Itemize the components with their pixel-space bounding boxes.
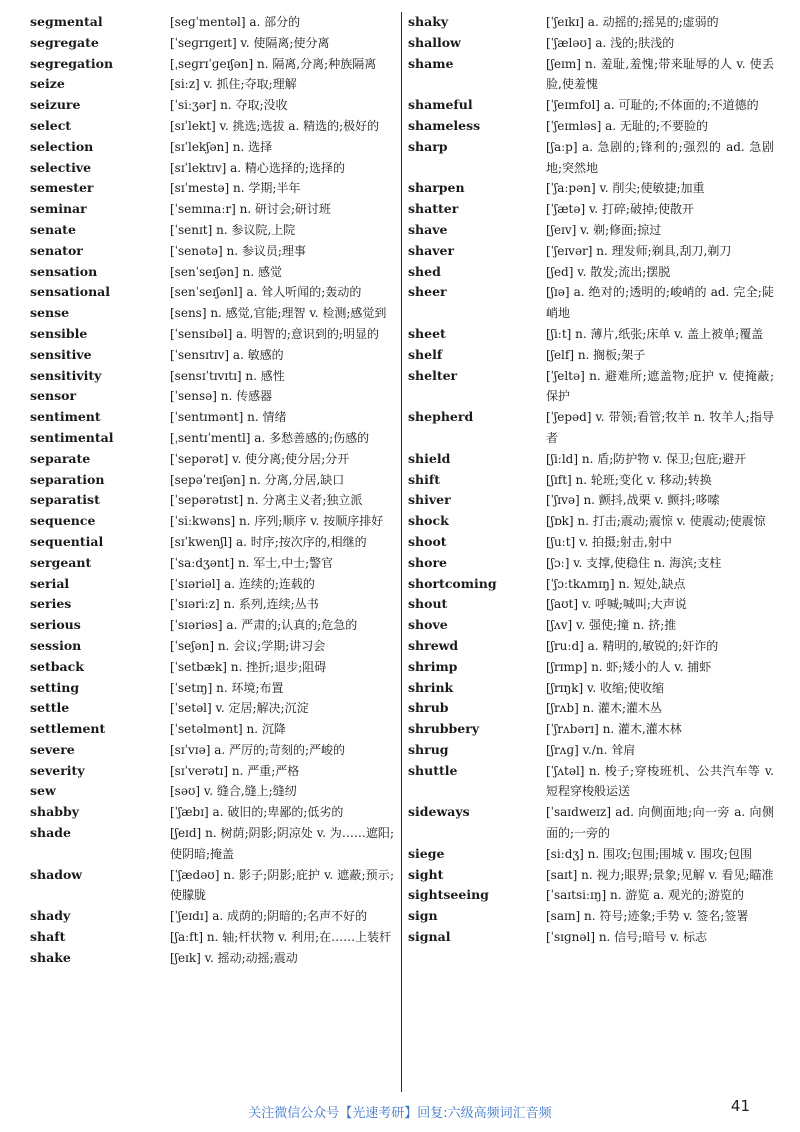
vocab-entry	[30, 12, 394, 33]
headword: shield	[408, 450, 451, 466]
definition: [ˈsetɪŋ] n. 环境;布置	[170, 680, 284, 695]
definition: [səʊ] v. 缝合,缝上;缝纫	[170, 784, 297, 799]
headword: shrink	[408, 679, 454, 695]
definition: [ˈsɪəriəs] a. 严肃的;认真的;危急的	[170, 618, 358, 633]
definition: [siːz] v. 抓住;夺取;理解	[170, 77, 297, 92]
definition: [ʃiːld] n. 盾;防护物 v. 保卫;包庇;避开	[546, 451, 747, 466]
vocab-entry	[30, 594, 394, 615]
vocab-entry	[30, 781, 394, 802]
definition: [ˈʃeɪvər] n. 理发师;剃具,刮刀,剃刀	[546, 243, 732, 258]
vocab-entry	[30, 802, 394, 823]
definition: [ˈseʃən] n. 会议;学期;讲习会	[170, 638, 326, 653]
vocab-entry	[408, 761, 774, 803]
headword: shadow	[30, 866, 83, 882]
headword: shrug	[408, 741, 449, 757]
headword: shaver	[408, 242, 455, 258]
headword: sign	[408, 908, 438, 924]
headword: sentiment	[30, 409, 101, 425]
vocab-entry	[408, 449, 774, 470]
definition: [sɪˈlekt] v. 挑选;选拔 a. 精选的;极好的	[170, 118, 380, 133]
vocab-entry	[30, 220, 394, 241]
vocab-entry	[30, 428, 394, 449]
vocab-entry	[408, 844, 774, 865]
headword: sergeant	[30, 554, 92, 570]
headword: shabby	[30, 804, 79, 820]
vocab-entry	[408, 199, 774, 220]
vocab-entry	[408, 698, 774, 719]
vocab-entry	[408, 885, 774, 906]
page-number: 41	[730, 1097, 750, 1115]
column-divider	[401, 12, 402, 1092]
vocab-entry	[30, 54, 394, 75]
vocab-entry	[408, 324, 774, 345]
vocab-entry	[408, 802, 774, 844]
definition: [ˈsɪəriːz] n. 系列,连续;丛书	[170, 597, 319, 612]
footer-promo-text[interactable]: 关注微信公众号【光速考研】回复:六级高频词汇音频	[248, 1106, 552, 1121]
vocab-entry	[30, 199, 394, 220]
headword: shoot	[408, 533, 447, 549]
right-column	[408, 12, 774, 948]
headword: shatter	[408, 201, 459, 217]
headword: shameless	[408, 117, 481, 133]
headword: severe	[30, 741, 75, 757]
vocab-entry	[30, 865, 394, 907]
headword: sensitive	[30, 346, 92, 362]
definition: [ˈsenətə] n. 参议员;理事	[170, 243, 306, 258]
vocab-entry	[408, 33, 774, 54]
headword: shade	[30, 825, 71, 841]
vocab-entry	[30, 657, 394, 678]
headword: senator	[30, 242, 83, 258]
definition: [ˈsiːkwəns] n. 序列;顺序 v. 按顺序排好	[170, 514, 384, 529]
definition: [ˈsetbæk] n. 挫折;退步;阻碍	[170, 659, 327, 674]
definition: [ʃeɪm] n. 羞耻,羞愧;带来耻辱的人 v. 使丢脸,使羞愧	[546, 56, 774, 92]
headword: selective	[30, 159, 92, 175]
headword: seize	[30, 76, 65, 92]
vocab-entry	[30, 740, 394, 761]
vocab-entry	[30, 636, 394, 657]
headword: shock	[408, 513, 449, 529]
definition: [ʃelf] n. 搁板;架子	[546, 347, 646, 362]
vocab-entry	[30, 407, 394, 428]
vocab-entry	[408, 511, 774, 532]
vocab-entry	[30, 553, 394, 574]
definition: [ʃed] v. 散发;流出;摆脱	[546, 264, 671, 279]
vocab-entry	[408, 719, 774, 740]
headword: separatist	[30, 492, 100, 508]
headword: serial	[30, 575, 70, 591]
definition: [sens] n. 感觉,官能;理智 v. 检测;感觉到	[170, 306, 387, 321]
vocab-entry	[408, 594, 774, 615]
definition: [ˈsenɪt] n. 参议院,上院	[170, 222, 296, 237]
headword: shaft	[30, 929, 66, 945]
headword: severity	[30, 762, 85, 778]
definition: [ˈsensə] n. 传感器	[170, 389, 273, 404]
vocab-entry	[30, 719, 394, 740]
headword: shift	[408, 471, 441, 487]
headword: segmental	[30, 14, 103, 29]
headword: sense	[30, 305, 70, 321]
vocab-entry	[30, 532, 394, 553]
definition: [ˈsensɪbəl] a. 明智的;意识到的;明显的	[170, 326, 379, 341]
headword: seminar	[30, 201, 87, 217]
headword: sheet	[408, 325, 446, 341]
vocab-entry	[408, 262, 774, 283]
headword: shaky	[408, 14, 449, 29]
vocab-entry	[30, 927, 394, 948]
headword: segregate	[30, 34, 99, 50]
definition: [ˌseɡrɪˈɡeɪʃən] n. 隔离,分离;种族隔离	[170, 56, 377, 71]
vocab-entry	[408, 54, 774, 96]
vocab-entry	[30, 906, 394, 927]
definition: [ˈʃɔːtkʌmɪŋ] n. 短处,缺点	[546, 576, 686, 591]
vocab-entry	[408, 345, 774, 366]
definition: [ˈʃeltə] n. 避难所;遮盖物;庇护 v. 使掩蔽;保护	[546, 368, 774, 404]
vocab-entry	[30, 33, 394, 54]
definition: [sɪˈvɪə] a. 严厉的;苛刻的;严峻的	[170, 742, 346, 757]
headword: shallow	[408, 34, 461, 50]
headword: shove	[408, 617, 448, 633]
definition: [saɪt] n. 视力;眼界;景象;见解 v. 看见;瞄准	[546, 867, 774, 882]
vocab-entry	[408, 553, 774, 574]
vocab-entry	[408, 282, 774, 324]
headword: shrimp	[408, 658, 458, 674]
definition: [ˈʃeɪmləs] a. 无耻的;不要脸的	[546, 118, 708, 133]
headword: sight	[408, 866, 444, 882]
headword: shrubbery	[408, 721, 480, 737]
vocab-entry	[30, 282, 394, 303]
definition: [ʃɔː] v. 支撑,使稳住 n. 海滨;支柱	[546, 555, 722, 570]
definition: [ˈʃrʌbərɪ] n. 灌木,灌木林	[546, 722, 682, 737]
vocab-entry	[408, 657, 774, 678]
vocab-entry	[30, 823, 394, 865]
definition: [ʃiːt] n. 薄片,纸张;床单 v. 盖上被单;覆盖	[546, 326, 764, 341]
definition: [ʃrʌb] n. 灌木;灌木丛	[546, 701, 663, 716]
definition: [ʃuːt] v. 拍摄;射击,射中	[546, 534, 672, 549]
headword: shake	[30, 949, 71, 965]
vocab-entry	[408, 241, 774, 262]
headword: senate	[30, 221, 76, 237]
vocab-entry	[30, 511, 394, 532]
vocab-entry	[408, 116, 774, 137]
headword: setting	[30, 679, 80, 695]
definition: [ʃrɪmp] n. 虾;矮小的人 v. 捕虾	[546, 659, 712, 674]
headword: shortcoming	[408, 575, 497, 591]
headword: siege	[408, 845, 445, 861]
vocab-entry	[408, 927, 774, 948]
definition: [ˈseɡrɪɡeɪt] v. 使隔离;使分离	[170, 35, 330, 50]
vocab-entry	[30, 95, 394, 116]
vocab-entry	[30, 698, 394, 719]
headword: shrewd	[408, 637, 459, 653]
definition: [ˈsetəlmənt] n. 沉降	[170, 722, 286, 737]
headword: sightseeing	[408, 887, 489, 903]
definition: [ˈʃɪvə] n. 颤抖,战栗 v. 颤抖;哆嗦	[546, 493, 720, 508]
vocab-entry	[30, 345, 394, 366]
vocab-entry	[408, 532, 774, 553]
vocab-entry	[408, 470, 774, 491]
definition: [ˈsensɪtɪv] a. 敏感的	[170, 347, 284, 362]
definition: [ʃaːp] a. 急剧的;锋利的;强烈的 ad. 急剧地;突然地	[546, 139, 774, 175]
headword: semester	[30, 180, 94, 196]
definition: [ʃʌv] v. 强使;撞 n. 挤;推	[546, 618, 677, 633]
definition: [ʃɪə] a. 绝对的;透明的;峻峭的 ad. 完全;陡峭地	[546, 285, 774, 321]
headword: signal	[408, 929, 451, 945]
headword: sensor	[30, 388, 77, 404]
definition: [ˈsɪɡnəl] n. 信号;暗号 v. 标志	[546, 930, 708, 945]
headword: serious	[30, 617, 81, 633]
definition: [ʃɒk] n. 打击;震动;震惊 v. 使震动;使震惊	[546, 514, 766, 529]
headword: sharpen	[408, 180, 465, 196]
vocab-entry	[408, 95, 774, 116]
vocab-entry	[30, 137, 394, 158]
definition: [seɡˈmentəl] a. 部分的	[170, 15, 301, 29]
headword: settle	[30, 700, 70, 716]
vocab-entry	[30, 366, 394, 387]
vocab-entry	[30, 303, 394, 324]
headword: shave	[408, 221, 448, 237]
definition: [ˈʃʌtəl] n. 梭子;穿梭班机、公共汽车等 v. 短程穿梭般运送	[546, 763, 774, 799]
vocab-entry	[30, 262, 394, 283]
headword: sensible	[30, 325, 88, 341]
vocab-entry	[30, 386, 394, 407]
headword: sew	[30, 783, 56, 799]
definition: [sɪˈverətɪ] n. 严重;严格	[170, 763, 300, 778]
definition: [ʃeɪk] v. 摇动;动摇;震动	[170, 950, 298, 965]
headword: sensitivity	[30, 367, 102, 383]
definition: [ʃrʌɡ] v./n. 耸肩	[546, 742, 636, 757]
headword: selection	[30, 138, 94, 154]
headword: shelter	[408, 367, 458, 383]
vocab-entry	[408, 490, 774, 511]
vocab-entry	[30, 615, 394, 636]
headword: shrub	[408, 700, 449, 716]
vocab-entry	[30, 241, 394, 262]
vocab-entry	[30, 574, 394, 595]
headword: session	[30, 637, 82, 653]
vocab-entry	[408, 615, 774, 636]
definition: [ˈsepərət] v. 使分离;使分居;分开	[170, 451, 350, 466]
headword: shout	[408, 596, 448, 612]
definition: [ʃaːft] n. 轴;杆状物 v. 利用;在……上装杆	[170, 930, 392, 945]
definition: [ˈsaɪdweɪz] ad. 向侧面地;向一旁 a. 向侧面的;一旁的	[546, 805, 774, 841]
headword: seizure	[30, 97, 81, 113]
vocab-entry	[408, 12, 774, 33]
headword: sideways	[408, 804, 470, 820]
vocab-entry	[30, 948, 394, 969]
vocab-entry	[408, 574, 774, 595]
definition: [ˈʃæbɪ] a. 破旧的;卑鄙的;低劣的	[170, 805, 344, 820]
headword: settlement	[30, 721, 106, 737]
headword: shelf	[408, 346, 443, 362]
headword: separation	[30, 471, 105, 487]
definition: [senˈseɪʃən] n. 感觉	[170, 264, 283, 279]
definition: [ˈsaːdʒənt] n. 军士,中士;警官	[170, 555, 334, 570]
definition: [ˈsiːʒər] n. 夺取;没收	[170, 98, 288, 113]
definition: [sɪˈlektɪv] a. 精心选择的;选择的	[170, 160, 345, 175]
definition: [ʃɪft] n. 轮班;变化 v. 移动;转换	[546, 472, 712, 487]
headword: shore	[408, 554, 448, 570]
vocab-entry	[408, 865, 774, 886]
headword: shed	[408, 263, 441, 279]
headword: sequential	[30, 533, 104, 549]
headword: shepherd	[408, 409, 474, 425]
vocab-entry	[30, 470, 394, 491]
definition: [ˈsɪəriəl] a. 连续的;连载的	[170, 576, 315, 591]
definition: [ˈsaɪtsiːɪŋ] n. 游览 a. 观光的;游览的	[546, 888, 745, 903]
vocab-entry	[30, 116, 394, 137]
definition: [ˈʃæləʊ] a. 浅的;肤浅的	[546, 35, 675, 50]
headword: sheer	[408, 284, 447, 300]
vocab-entry	[30, 761, 394, 782]
definition: [ʃeɪd] n. 树荫;阴影;阴凉处 v. 为……遮阳;使阴暗;掩盖	[170, 826, 394, 861]
definition: [ˈʃeɪkɪ] a. 动摇的;摇晃的;虚弱的	[546, 15, 719, 29]
definition: [ʃeɪv] v. 剃;修面;掠过	[546, 222, 662, 237]
vocab-entry	[408, 740, 774, 761]
vocab-entry	[408, 137, 774, 179]
headword: sensation	[30, 263, 98, 279]
vocab-entry	[408, 366, 774, 408]
definition: [ˈʃætə] v. 打碎;破掉;使散开	[546, 202, 695, 217]
vocab-entry	[408, 678, 774, 699]
headword: sharp	[408, 138, 448, 154]
definition: [siːdʒ] n. 围攻;包围;围城 v. 围攻;包围	[546, 846, 752, 861]
headword: segregation	[30, 55, 114, 71]
definition: [ˈʃepəd] v. 带领;看管;牧羊 n. 牧羊人;指导者	[546, 410, 774, 445]
headword: separate	[30, 450, 91, 466]
definition: [ʃruːd] a. 精明的,敏锐的;奸诈的	[546, 638, 719, 653]
vocab-entry	[408, 220, 774, 241]
definition: [ˈʃædəʊ] n. 影子;阴影;庇护 v. 遮蔽;预示;使朦胧	[170, 867, 394, 903]
headword: sequence	[30, 513, 96, 529]
definition: [ˈsemɪnaːr] n. 研讨会;研讨班	[170, 202, 332, 217]
headword: sensational	[30, 284, 111, 300]
vocab-entry	[408, 636, 774, 657]
headword: series	[30, 596, 72, 612]
definition: [ʃaʊt] v. 呼喊;喊叫;大声说	[546, 597, 687, 612]
definition: [sepəˈreɪʃən] n. 分离,分居,缺口	[170, 472, 345, 487]
headword: shady	[30, 908, 71, 924]
vocab-entry	[30, 449, 394, 470]
headword: shiver	[408, 492, 451, 508]
definition: [sɪˈkwenʃl] a. 时序;按次序的,相继的	[170, 534, 367, 549]
vocab-entry	[30, 158, 394, 179]
definition: [sɪˈmestə] n. 学期;半年	[170, 181, 301, 196]
left-column	[30, 12, 394, 969]
definition: [ˈsepərətɪst] n. 分离主义者;独立派	[170, 493, 363, 508]
definition: [saɪn] n. 符号;迹象;手势 v. 签名;签署	[546, 909, 749, 924]
vocab-entry	[30, 74, 394, 95]
definition: [sɪˈlekʃən] n. 选择	[170, 139, 273, 154]
vocab-entry	[408, 178, 774, 199]
vocab-entry	[30, 178, 394, 199]
vocab-entry	[30, 324, 394, 345]
definition: [ˈʃeɪmfʊl] a. 可耻的;不体面的;不道德的	[546, 98, 759, 113]
vocab-entry	[408, 407, 774, 449]
definition: [ˈʃaːpən] v. 削尖;使敏捷;加重	[546, 181, 705, 196]
definition: [ʃrɪŋk] v. 收缩;使收缩	[546, 680, 665, 695]
definition: [sensɪˈtɪvɪtɪ] n. 感性	[170, 368, 285, 383]
headword: select	[30, 117, 72, 133]
definition: [ˈʃeɪdɪ] a. 成荫的;阴暗的;名声不好的	[170, 909, 368, 924]
headword: shame	[408, 55, 454, 71]
vocab-entry	[408, 906, 774, 927]
definition: [senˈseɪʃənl] a. 耸人听闻的;轰动的	[170, 285, 362, 300]
headword: shameful	[408, 97, 473, 113]
headword: shuttle	[408, 762, 458, 778]
vocab-entry	[30, 490, 394, 511]
definition: [ˌsentɪˈmentl] a. 多愁善感的;伤感的	[170, 430, 370, 445]
definition: [ˈsetəl] v. 定居;解决;沉淀	[170, 701, 309, 716]
headword: setback	[30, 658, 84, 674]
definition: [ˈsentɪmənt] n. 情绪	[170, 410, 287, 425]
headword: sentimental	[30, 429, 114, 445]
vocab-entry	[30, 678, 394, 699]
